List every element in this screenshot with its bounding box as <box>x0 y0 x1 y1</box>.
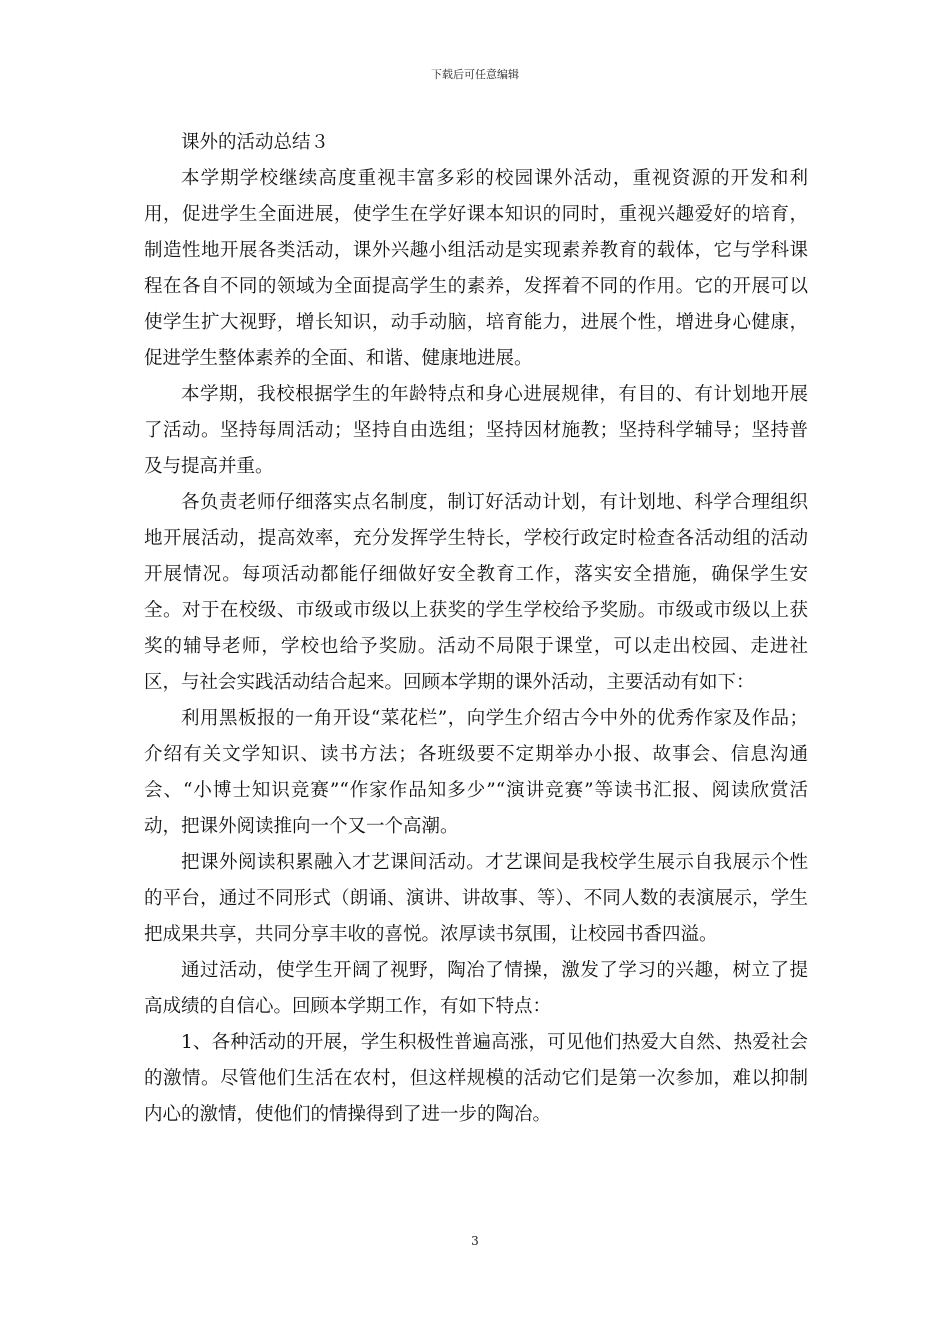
paragraph: 通过活动，使学生开阔了视野，陶冶了情操，激发了学习的兴趣，树立了提高成绩的自信心。回顾本学期工作，有如下特点： <box>144 960 808 1017</box>
page-number: 3 <box>471 1234 479 1248</box>
paragraph: 1、各种活动的开展，学生积极性普遍高涨，可见他们热爱大自然、热爱社会的激情。尽管他们生活在农村，但这样规模的活动它们是第一次参加，难以抑制内心的激情，使他们的情操得到了进一步的陶冶。 <box>144 1032 808 1125</box>
paragraph: 各负责老师仔细落实点名制度，制订好活动计划，有计划地、科学合理组织地开展活动，提高效率，充分发挥学生特长，学校行政定时检查各活动组的活动开展情况。每项活动都能仔细做好安全教育工作，落实安全措施，确保学生安全。对于在校级、市级或市级以上获奖的学生学校给予奖励。市级或市级以上获奖的辅导老师，学校也给予奖励。活动不局限于课堂，可以走出校园、走进社区，与社会实践活动结合起来。回顾本学期的课外活动，主要活动有如下： <box>144 492 808 693</box>
document-body <box>144 125 808 1133</box>
paragraph: 本学期，我校根据学生的年龄特点和身心进展规律，有目的、有计划地开展了活动。坚持每周活动；坚持自由选组；坚持因材施教；坚持科学辅导；坚持普及与提高并重。 <box>144 384 808 477</box>
paragraph: 本学期学校继续高度重视丰富多彩的校园课外活动，重视资源的开发和利用，促进学生全面进展，使学生在学好课本知识的同时，重视兴趣爱好的培育，制造性地开展各类活动，课外兴趣小组活动是实现素养教育的载体，它与学科课程在各自不同的领域为全面提高学生的素养，发挥着不同的作用。它的开展可以使学生扩大视野，增长知识，动手动脑，培育能力，进展个性，增进身心健康，促进学生整体素养的全面、和谐、健康地进展。 <box>144 168 808 369</box>
page-header: 下载后可任意编辑 <box>431 68 519 81</box>
paragraph: 利用黑板报的一角开设“菜花栏”，向学生介绍古今中外的优秀作家及作品；介绍有关文学知识、读书方法；各班级要不定期举办小报、故事会、信息沟通会、“小博士知识竞赛”“作家作品知多少”“演讲竞赛”等读书汇报、阅读欣赏活动，把课外阅读推向一个又一个高潮。 <box>144 708 808 837</box>
paragraph: 把课外阅读积累融入才艺课间活动。才艺课间是我校学生展示自我展示个性的平台，通过不同形式（朗诵、演讲、讲故事、等）、不同人数的表演展示，学生把成果共享，共同分享丰收的喜悦。浓厚读书氛围，让校园书香四溢。 <box>144 852 808 945</box>
document-title: 课外的活动总结３ <box>181 132 330 153</box>
